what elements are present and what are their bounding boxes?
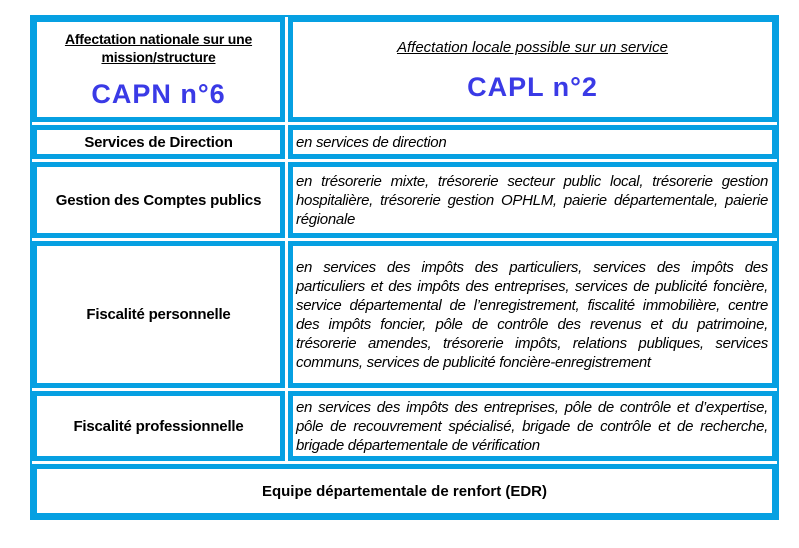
table-row (32, 125, 777, 159)
capl-code: CAPL n°2 (467, 72, 598, 102)
table-header-row (32, 17, 777, 122)
row-services-text: en services de direction (296, 133, 447, 151)
table-row (32, 162, 777, 238)
row-label: Fiscalité professionnelle (73, 417, 244, 435)
table-row (32, 241, 777, 388)
row-services-text: en services des impôts des particuliers, services des impôts des particuliers et des impôts des entreprises, services de publicité foncière, service départemental de l’enregistrement, fiscalité immobilière, centre des impôts foncier, pôle de contrôle des revenus et du patrimoine, trésorerie amendes, trésorerie impôts, relations publiques, services communs, services de publicité foncière-enregistrement (296, 258, 768, 371)
row-label: Services de Direction (84, 133, 233, 151)
row-services-cell (288, 125, 777, 159)
footer-edr-cell (32, 464, 777, 518)
row-label: Fiscalité personnelle (86, 306, 231, 323)
row-label: Gestion des Comptes publics (55, 191, 262, 209)
capn-code: CAPN n°6 (91, 79, 226, 109)
row-services-text: en trésorerie mixte, trésorerie secteur public local, trésorerie gestion hospitalière, trésorerie gestion OPHLM, paierie départementale, paierie régionale (296, 172, 768, 228)
footer-edr-label: Equipe départementale de renfort (EDR) (261, 482, 548, 500)
row-services-cell (288, 241, 777, 388)
header-capn-cell (32, 17, 285, 122)
table-row (32, 391, 777, 461)
row-label-cell-gestion-comptes-publics (32, 162, 285, 238)
capl-title: Affectation locale possible sur un service (397, 39, 668, 56)
row-services-cell (288, 391, 777, 461)
row-label-cell-services-direction (32, 125, 285, 159)
affectation-table (30, 15, 779, 520)
row-label-cell-fiscalite-personnelle (32, 241, 285, 388)
row-services-text: en services des impôts des entreprises, pôle de contrôle et d’expertise, pôle de recouvrement spécialisé, brigade de contrôle et de recherche, brigade départementale de vérification (296, 398, 768, 454)
row-label-cell-fiscalite-professionnelle (32, 391, 285, 461)
capn-title: Affectation nationale sur une mission/structure (64, 31, 253, 65)
header-capl-cell (288, 17, 777, 122)
row-services-cell (288, 162, 777, 238)
table-footer-row (32, 464, 777, 518)
